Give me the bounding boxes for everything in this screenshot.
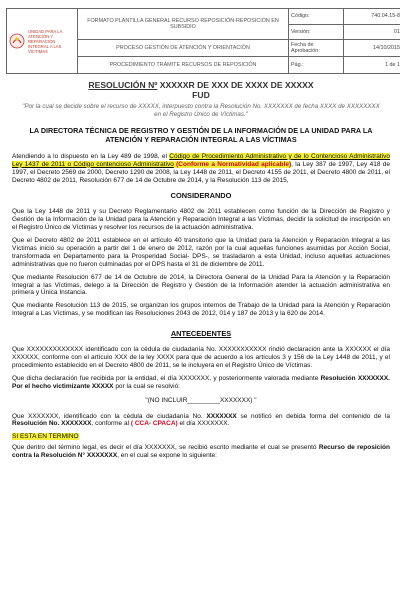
procedure-title: PROCEDIMIENTO TRÁMITE RECURSOS DE REPOSICIÓN (78, 56, 289, 73)
authority-heading: LA DIRECTORA TÉCNICA DE REGISTRO Y GESTIÓN DE LA INFORMACIÓN DE LA UNIDAD PARA LA ATENCIÓN Y REPARACIÓN INTEGRAL A LAS VÍCTIMAS (29, 126, 373, 144)
resolution-title: RESOLUCIÓN Nº XXXXXR DE XXX DE XXXX DE XXXXX (88, 80, 314, 90)
paragraph-1: Que la Ley 1448 de 2011 y su Decreto Reglamentario 4802 de 2011 establecen como función de la Dirección de Registro y Gestión de la Información de la Unidad para la Atención y Reparación Integral a las Víctimas, decidir la solicitud de inscripción en el Registro Único de Víctimas y resolver los recursos de la actuación administrativa. (12, 208, 390, 232)
paragraph-8: Que dentro del término legal, es decir el día XXXXXXX, se recibió escrito mediante el cual se presentó Recurso de reposición contra la Resolución N° XXXXXXX, en el cual se expone lo siguiente: (12, 444, 390, 460)
logo-cell (7, 9, 78, 74)
applicable-law-note: (Conforme a Normatividad aplicable) (173, 160, 292, 168)
unidad-victimas-logo-icon (9, 33, 25, 49)
logo-text: UNIDAD PARA LA ATENCIÓN Y REPARACIÓN INTEGRAL A LAS VÍCTIMAS (28, 28, 63, 54)
resolution-title-line2: FUD (192, 90, 210, 100)
intro-paragraph: Atendiendo a lo dispuesto en la Ley 489 de 1998, el Código de Procedimiento Administrativo y de lo Contencioso Administrativo Ley 1437 de 2011 o Código contencioso Administrativo (Conforme a Normatividad aplicable), la Ley 387 de 1997, Ley 418 de 1997, el Decreto 2569 de 2000, Decreto 1290 de 2008, la Ley 1448 de 2011, el Decreto 4155 de 2011, el Decreto 4800 de 2011, el Decreto 4802 de 2011, Resolución 677 de 14 de Octubre de 2014, y la Resolución 113 de 2015, (12, 152, 390, 184)
page-value: 1 de 1 (344, 56, 400, 73)
paragraph-3: Que mediante Resolución 677 de 14 de Octubre de 2014, la Directora General de la Unidad Para la Atención y la Reparación Integral a las Víctimas, delego a la Dirección de Registro y Gestión de la Información atender la actuación administrativa en primera y Única Instancia. (12, 273, 390, 297)
legal-code-highlight: Código de Procedimiento Administrativo y de lo Contencioso Administrativo Ley 1437 de 2011 o Código contencioso Administrativo (12, 152, 390, 168)
paragraph-4: Que mediante Resolución 113 de 2015, se organizan los grupos internos de Trabajo de la Unidad para la Atención y Reparación Integral a Las Víctimas, y se modifican las Resoluciones 2043 de 2012, 014 y 187 de 2013 y la 620 de 2014. (12, 302, 390, 318)
paragraph-2: Que el Decreto 4802 de 2011 establece en el artículo 40 transitorio que la Unidad para la Atención y Reparación Integral a las Víctimas inició su operación a partir del 1 de enero de 2012, razón por la cual aquellas funciones asumidas por Acción Social, transformada en Departamento para la Prosperidad Social- DPS-, se trasladaron a esta Unidad, incluso aquellas actuaciones administrativas que no fueron culminadas por el DPS hasta el 31 de diciembre de 2011. (12, 237, 390, 268)
process-title: PROCESO GESTIÓN DE ATENCIÓN Y ORIENTACIÓN (78, 40, 289, 56)
paragraph-6: Que dicha declaración fue recibida por la entidad, el día XXXXXXX, y posteriormente valorada mediante Resolución XXXXXXX. Por el hecho victimizante XXXXX por la cual se resolvió: (12, 374, 390, 390)
paragraph-7: Que XXXXXXX, identificado con la cédula de ciudadanía No. XXXXXXX se notificó en debida forma del contenido de la Resolución No. XXXXXXX, conforme al ( CCA- CPACA) el día XXXXXXX. (12, 412, 391, 428)
resolution-subtitle: "Por la cual se decide sobre el recurso de XXXXX, interpuesto contra la Resolución No. XXXXXXX de fecha XXXX de XXXXXXXX en el Registro Único de Víctimas." (22, 103, 380, 118)
approval-date-value: 14/10/2015 (344, 40, 400, 56)
code-label: Código: (289, 9, 344, 25)
resolution-quote: "(NO INCLUIR_________XXXXXXX) " (145, 396, 257, 404)
approval-date-label: Fecha de Aprobación: (289, 40, 344, 56)
version-label: Versión: (289, 25, 344, 40)
code-value: 740.04.15-8 (344, 9, 400, 25)
in-term-note: SI ESTA EN TERMINO (12, 433, 79, 441)
version-value: 01 (344, 25, 400, 40)
antecedentes-heading: ANTECEDENTES (170, 329, 232, 339)
document-header (6, 8, 400, 74)
document-body (12, 80, 390, 465)
considerando-heading: CONSIDERANDO (170, 191, 232, 201)
paragraph-5: Que XXXXXXXXXXXXX identificado con la cédula de ciudadanía No. XXXXXXXXXXX rindió declaración ante la XXXXXX el día XXXXXX, conforme con el artículo XXX de la ley XXXX para que de acuerdo a los artículos 3 y 156 de la Ley 1448 de 2011, y el procedimiento establecido en el Decreto 4800 de 2011, se le incluyera en el Registro Único de Víctimas. (12, 346, 390, 369)
format-title: FORMATO PLANTILLA GENERAL RECURSO REPOSICIÓN-REPOSICIÓN EN SUBSIDIO (78, 9, 289, 40)
page-label: Pág.: (289, 56, 344, 73)
